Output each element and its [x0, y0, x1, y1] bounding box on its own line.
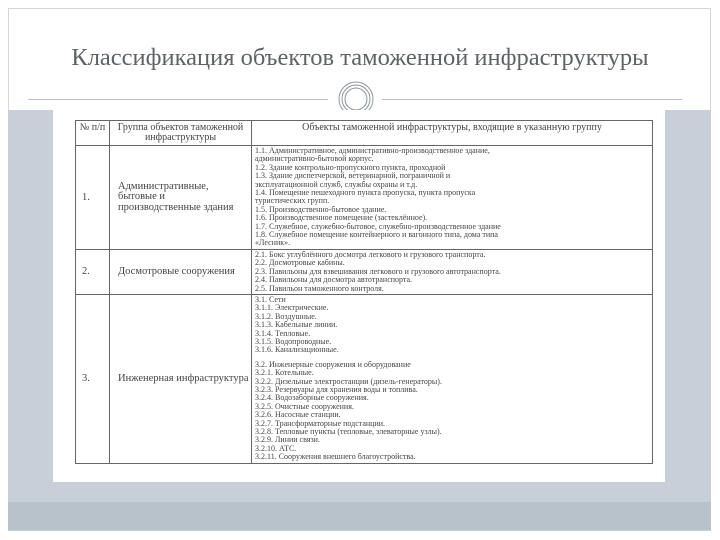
row-number: 2.: [76, 249, 110, 294]
object-item: 3.2.4. Водозаборные сооружения.: [255, 394, 369, 403]
row-objects: [252, 146, 653, 250]
object-item: 1.8. Служебное помещение контейнерного и вагонного типа, дома типа: [255, 231, 498, 240]
object-item: 1.7. Служебное, служебно-бытовое, служебно-производственное здание: [255, 222, 501, 231]
header-group: Группа объектов таможенной инфраструктуры: [110, 121, 252, 146]
object-item: 3.2.2. Дизельные электростанции (дизель-генераторы).: [255, 377, 442, 386]
object-item: 3.1.1. Электрические.: [255, 304, 329, 313]
object-item: эксплуатационной служб, службы охраны и т.д.: [255, 180, 418, 189]
row-group-name: Досмотровые сооружения: [110, 249, 252, 294]
row-objects: [252, 249, 653, 294]
object-item: 1.1. Административное, административно-производственное здание,: [255, 147, 490, 155]
header-num: № п/п: [76, 121, 110, 146]
object-item: 3.1.4. Тепловые.: [255, 329, 311, 338]
object-item: 2.4. Павильоны для досмотра автотранспорта.: [255, 276, 413, 285]
header-objects: Объекты таможенной инфраструктуры, входящие в указанную группу: [252, 121, 653, 146]
row-objects: [252, 294, 653, 463]
object-item: 3.2. Инженерные сооружения и оборудование: [255, 360, 411, 369]
object-item: 3.1.2. Воздушные.: [255, 312, 317, 321]
object-item: туристических групп.: [255, 197, 330, 206]
table-row: [76, 294, 653, 463]
object-item: 1.6. Производственное помещение (застеклённое).: [255, 214, 428, 223]
table-header-row: [76, 121, 653, 146]
object-item: 3.2.11. Сооружения внешнего благоустройства.: [255, 453, 416, 462]
classification-table: [75, 120, 653, 464]
title-rule-right: [382, 99, 682, 100]
object-item: 3.2.6. Насосные станции.: [255, 411, 341, 420]
object-item: 3.2.3. Резервуары для хранения воды и топлива.: [255, 385, 418, 394]
table-row: [76, 249, 653, 294]
object-item: 1.2. Здание контрольно-пропускного пункта, проходной: [255, 163, 446, 172]
object-item: 3.2.9. Линии связи.: [255, 436, 320, 445]
footer-bar: [8, 502, 711, 530]
object-item: 2.5. Павильон таможенного контроля.: [255, 284, 384, 293]
object-item: 3.1.3. Кабельные линии.: [255, 321, 338, 330]
object-item: 2.1. Бокс углублённого досмотра легкового и грузового транспорта.: [255, 250, 486, 259]
object-item: «Лесник».: [255, 239, 291, 248]
object-item: 3.1.6. Канализационные.: [255, 346, 339, 355]
row-group-name: Административные, бытовые и производственные здания: [110, 146, 252, 250]
object-item: 3.2.1. Котельные.: [255, 369, 314, 378]
object-item: 3.2.8. Тепловые пункты (тепловые, элеваторные узлы).: [255, 428, 442, 436]
object-item: административно-бытовой корпус.: [255, 155, 374, 164]
object-item: 3.1.5. Водопроводные.: [255, 337, 332, 346]
object-item: 3.2.5. Очистные сооружения.: [255, 402, 354, 411]
object-item: 2.2. Досмотровые кабины.: [255, 259, 345, 268]
row-number: 3.: [76, 294, 110, 463]
object-item: 1.3. Здание диспетчерской, ветеринарной, пограничной и: [255, 172, 451, 181]
object-item: 2.3. Павильоны для взвешивания легкового и грузового автотранспорта.: [255, 267, 501, 276]
row-number: 1.: [76, 146, 110, 250]
document-image: [53, 110, 665, 482]
object-item: 3.1. Сети: [255, 295, 286, 304]
slide-title: Классификация объектов таможенной инфраструктуры: [71, 44, 649, 71]
row-group-name: Инженерная инфраструктура: [110, 294, 252, 463]
object-item: 3.2.7. Трансформаторные подстанции.: [255, 419, 386, 428]
object-item: 3.2.10. АТС.: [255, 444, 297, 453]
object-item: 1.5. Производственно-бытовое здание.: [255, 205, 387, 214]
object-item: 1.4. Помещение пешеходного пункта пропуска, пункта пропуска: [255, 189, 476, 198]
table-row: [76, 146, 653, 250]
title-rule-left: [28, 99, 328, 100]
